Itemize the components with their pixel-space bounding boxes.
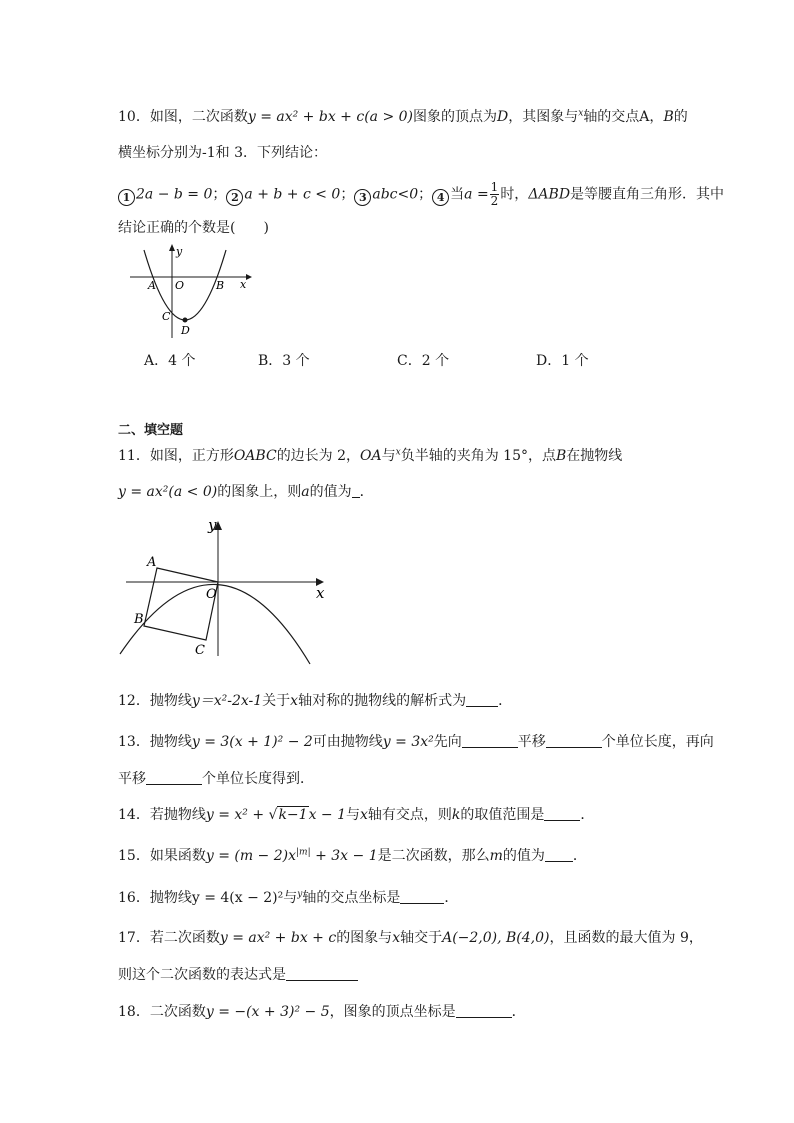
q10-label-B: B: [216, 279, 225, 292]
q10-function: y = ax² + bx + c: [247, 109, 365, 125]
q17-answer-blank[interactable]: [286, 966, 358, 981]
q10-x-arrow-icon: [246, 274, 252, 280]
q14-sqrt-content: k−1: [278, 807, 308, 823]
q11-label-A: A: [147, 555, 157, 570]
q14-number: 14．: [118, 807, 150, 823]
circled-number-2: 2: [226, 189, 243, 206]
q13-function-2: y = 3x²: [382, 734, 434, 750]
q10-line-4: 结论正确的个数是( ): [118, 220, 269, 236]
q12-line: 12．抛物线y＝x²-2x-1关于x轴对称的抛物线的解析式为 ．: [118, 693, 513, 709]
q11-line-1: 11．如图，正方形OABC的边长为 2，OA与$^x$负半轴的夹角为 15°，点B在抛物线: [118, 447, 623, 464]
q17-function: y = ax² + bx + c: [219, 930, 337, 946]
q10-option-a[interactable]: A．4 个: [144, 353, 196, 369]
q10-label-D: D: [181, 324, 190, 337]
q10-label-A: A: [148, 279, 156, 292]
q16-function: y = 4(x − 2)²: [191, 890, 284, 906]
q10-line-2: 横坐标分别为-1和 3．下列结论：: [118, 145, 327, 161]
circled-number-1: 1: [118, 189, 135, 206]
q10-label-O: O: [175, 279, 185, 292]
fraction-one-half: $\frac{1}{2}$: [490, 180, 499, 208]
q12-number: 12．: [118, 693, 150, 709]
q15-answer-blank[interactable]: [545, 847, 573, 862]
q13-line-1: 13．抛物线y = 3(x + 1)² − 2可由抛物线y = 3x²先向 平移 个单位长度，再向: [118, 734, 714, 750]
q10-label-C: C: [162, 310, 171, 323]
q17-number: 17．: [118, 930, 150, 946]
q18-number: 18．: [118, 1004, 150, 1020]
q16-line: 16．抛物线y = 4(x − 2)²与$^y$轴的交点坐标是 ．: [118, 889, 459, 906]
q11-label-C: C: [195, 643, 205, 658]
q10-vertex-point: [183, 318, 188, 323]
q10-parabola-figure: [124, 240, 254, 340]
q11-answer-blank[interactable]: [352, 483, 360, 498]
q18-function: y = −(x + 3)² − 5: [205, 1004, 330, 1020]
q10-y-arrow-icon: [169, 244, 175, 251]
q10-label-y: y: [176, 245, 183, 258]
q12-function: y＝x²-2x-1: [191, 693, 263, 709]
q10-conclusions: 1 2a − b = 0； 2 a + b + c < 0； 3 abc<0； 4 当a = $\frac{1}{2}$ 时，ΔABD是等腰直角三角形．其中: [118, 181, 724, 208]
q10-parabola-curve: [144, 250, 226, 320]
sqrt-radical-icon: √: [268, 807, 278, 823]
q10-option-b[interactable]: B．3 个: [258, 353, 310, 369]
section-heading-fill-blank: 二、填空题: [118, 423, 184, 438]
q13-blank-direction-1[interactable]: [462, 733, 518, 748]
q10-option-d[interactable]: D．1 个: [536, 353, 589, 369]
q12-answer-blank[interactable]: [466, 692, 498, 707]
q10-option-c[interactable]: C．2 个: [397, 353, 450, 369]
q15-number: 15．: [118, 848, 150, 864]
q11-label-B: B: [134, 612, 144, 627]
q11-function: y = ax²: [118, 484, 169, 500]
q18-answer-blank[interactable]: [456, 1003, 512, 1018]
q11-square-OABC: [144, 568, 218, 640]
circled-number-4: 4: [432, 189, 449, 206]
q13-line-2: 平移 个单位长度得到．: [118, 771, 314, 787]
q11-line-2: y = ax²(a < 0)的图象上，则a的值为 ．: [118, 484, 374, 500]
q18-line: 18．二次函数y = −(x + 3)² − 5，图象的顶点坐标是 ．: [118, 1004, 526, 1020]
q13-number: 13．: [118, 734, 150, 750]
q13-blank-units-1[interactable]: [546, 733, 602, 748]
q14-answer-blank[interactable]: [544, 806, 580, 821]
q10-line-1: 10．如图，二次函数y = ax² + bx + c(a > 0)图象的顶点为D，其图象与$^x$轴的交点A，B的: [118, 108, 688, 125]
q17-line-1: 17．若二次函数y = ax² + bx + c的图象与x轴交于A(−2,0), B(4,0)，且函数的最大值为 9，: [118, 930, 703, 946]
q16-number: 16．: [118, 890, 150, 906]
q13-blank-direction-2[interactable]: [146, 770, 202, 785]
q17-line-2: 则这个二次函数的表达式是: [118, 966, 358, 984]
q11-label-x: x: [316, 584, 325, 602]
circled-number-3: 3: [354, 189, 371, 206]
q13-function-1: y = 3(x + 1)² − 2: [191, 734, 313, 750]
q11-number: 11．: [118, 448, 150, 464]
q10-number: 10．: [118, 109, 150, 125]
q11-label-O: O: [206, 587, 217, 602]
q11-label-y: y: [208, 516, 217, 534]
q16-answer-blank[interactable]: [400, 889, 444, 904]
q15-line: 15．如果函数$y = (m - 2)x^{|m|} + 3x - 1$是二次函数，那么m的值为 ．: [118, 847, 587, 864]
q10-label-x: x: [240, 278, 247, 291]
q14-line: 14．若抛物线y = x² + √k−1x − 1与x轴有交点，则k的取值范围是 ．: [118, 807, 595, 823]
q11-square-parabola-figure: [118, 516, 333, 668]
